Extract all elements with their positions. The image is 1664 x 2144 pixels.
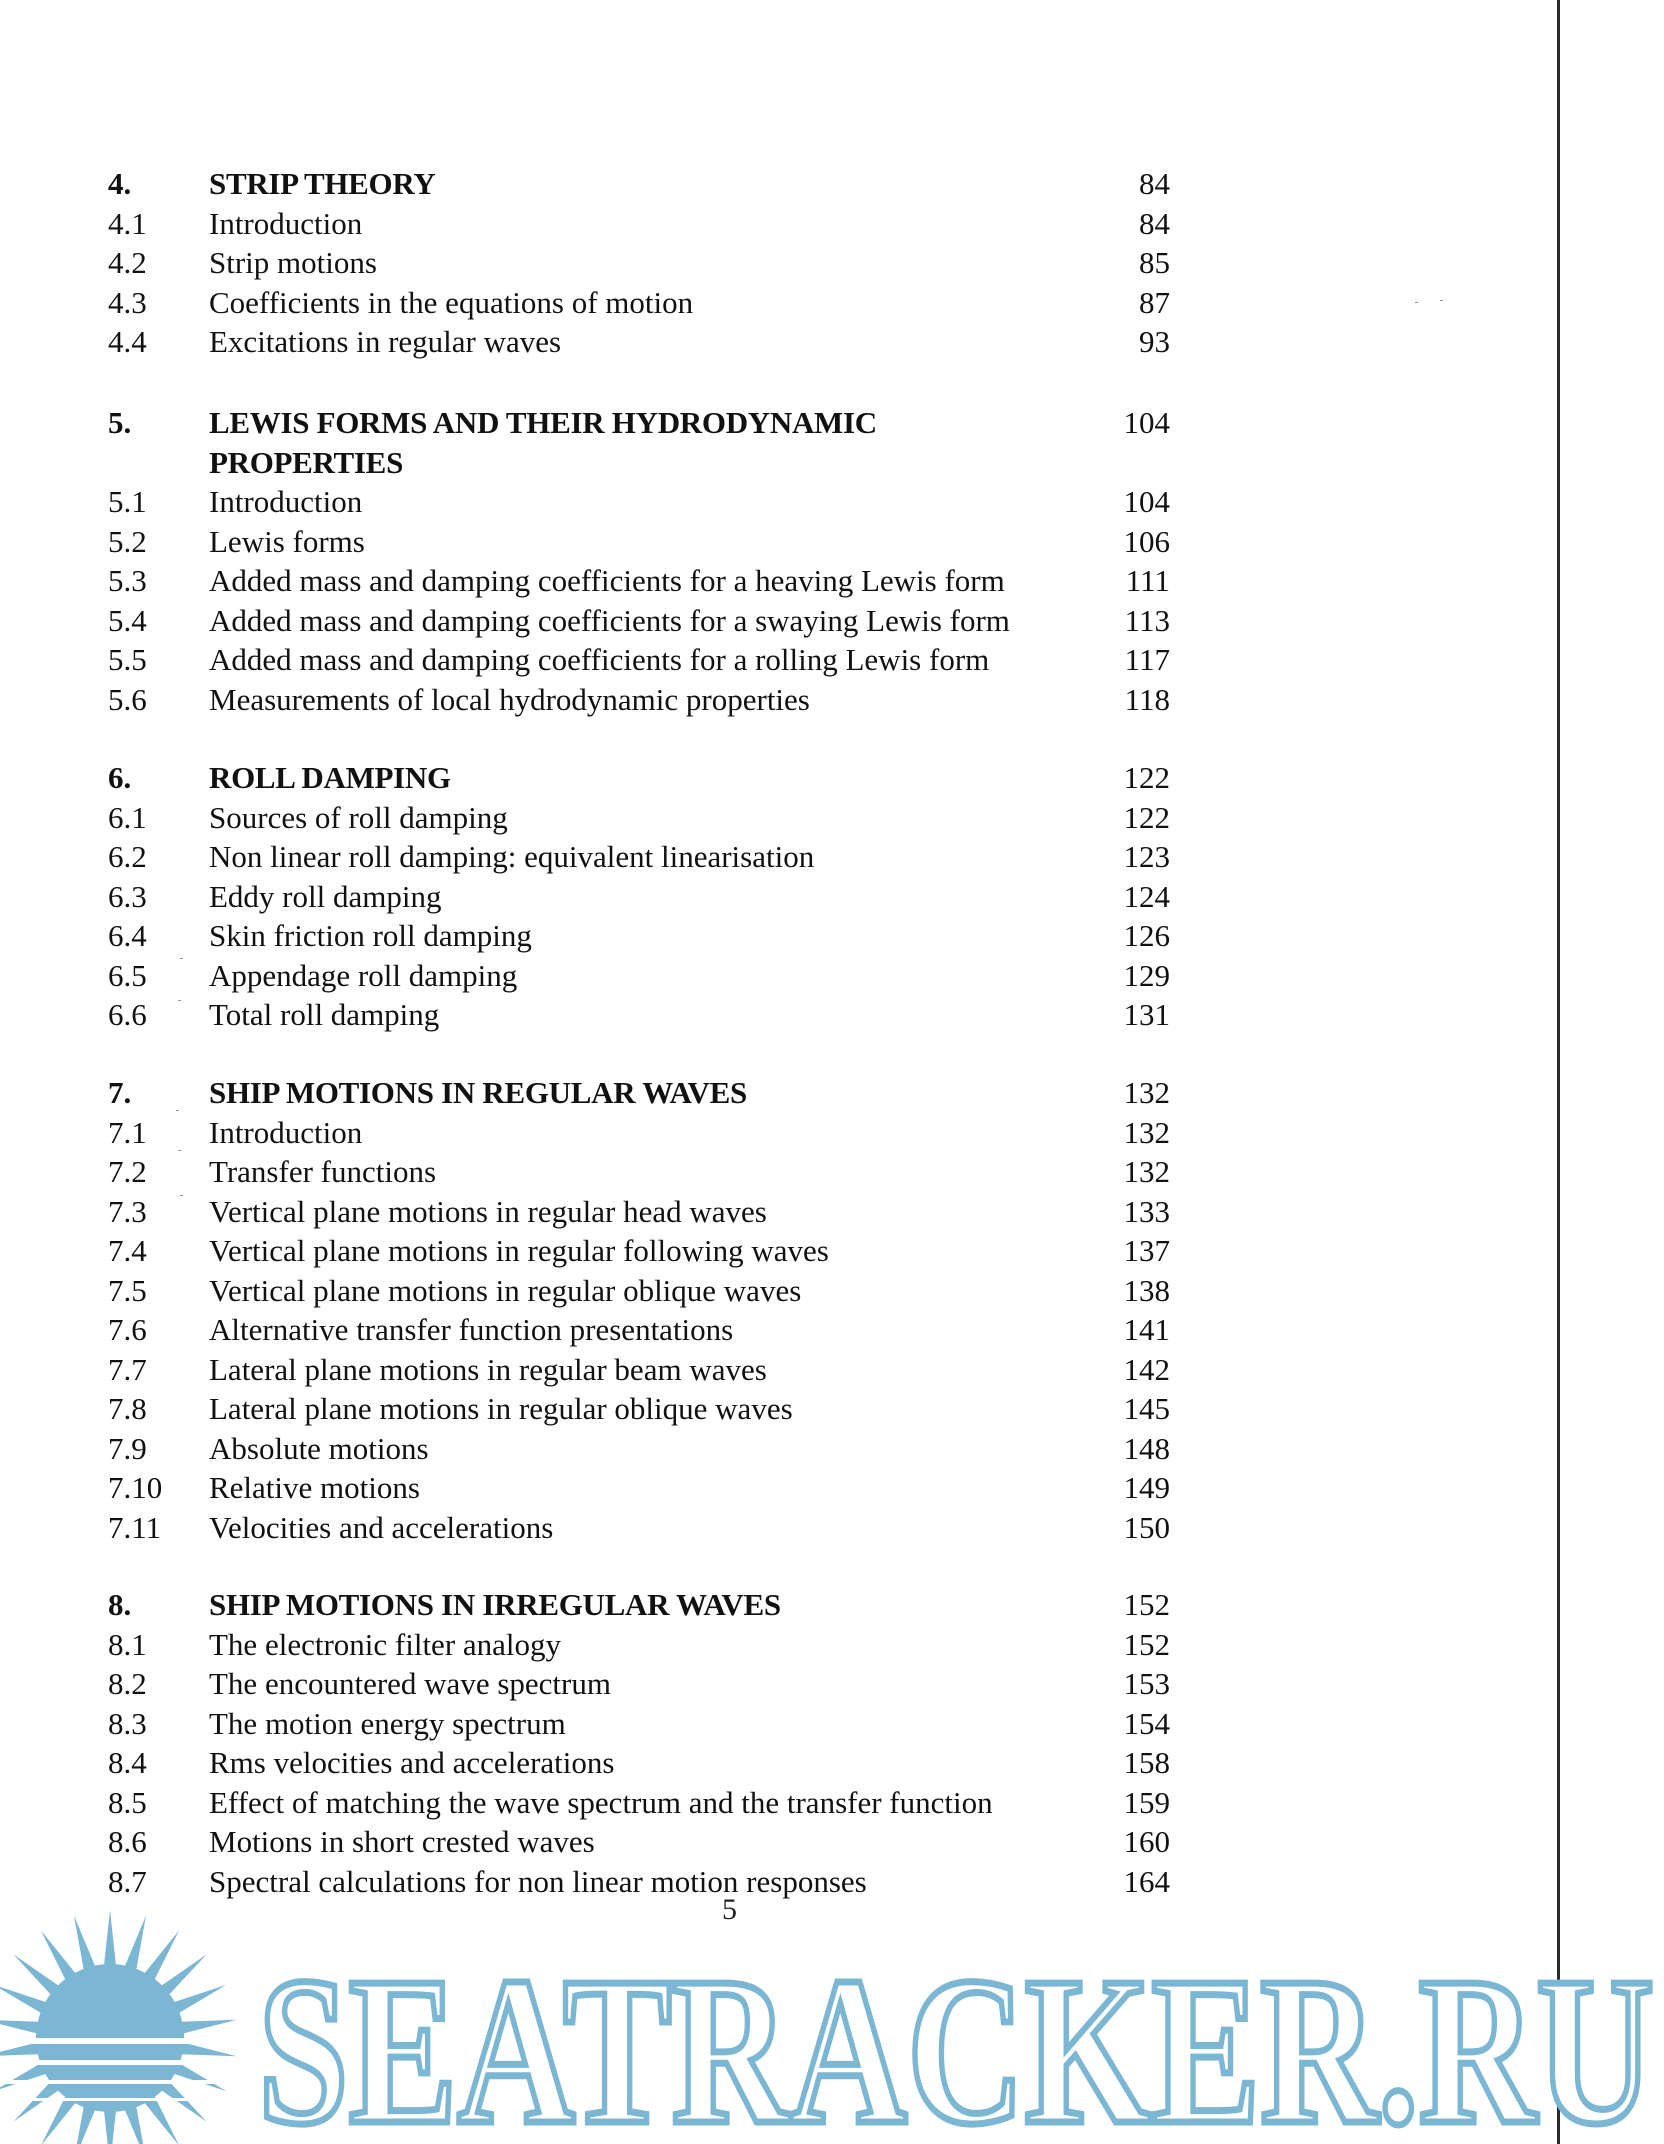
entry-title: Transfer functions [209,1154,437,1189]
sun-ray [171,1985,227,2015]
entry-title: Added mass and damping coefficients for a heaving Lewis form [209,563,1005,598]
entry-title: Non linear roll damping: equivalent linearisation [209,839,815,874]
section-number: 5. [108,405,132,440]
scan-speck [1415,302,1418,303]
toc-entry[interactable] [0,1625,1200,1665]
section-title: SHIP MOTIONS IN REGULAR WAVES [209,1075,747,1110]
entry-title: Absolute motions [209,1430,429,1466]
entry-page: 132 [1123,1154,1170,1189]
section-page: 132 [1123,1075,1170,1110]
entry-title: Introduction [209,484,363,519]
entry-number: 6.3 [108,878,147,914]
entry-number: 5.4 [108,602,147,638]
toc-entry[interactable] [0,322,1200,362]
section-title: LEWIS FORMS AND THEIR HYDRODYNAMIC [209,405,877,440]
toc-entry[interactable] [0,1743,1200,1783]
toc-entry[interactable] [0,1468,1200,1508]
toc-entry[interactable] [0,1192,1200,1232]
entry-page: 153 [1123,1666,1170,1701]
entry-page: 138 [1123,1272,1170,1308]
entry-title: Added mass and damping coefficients for a swaying Lewis form [209,602,1010,638]
toc-heading-continuation [0,443,1200,483]
scan-speck [176,1110,179,1111]
entry-title: Sources of roll damping [209,799,508,835]
entry-number: 7.11 [108,1509,162,1545]
entry-page: 93 [1139,324,1170,359]
toc-heading[interactable] [0,164,1200,204]
toc-entry[interactable] [0,680,1200,720]
entry-number: 8.7 [108,1863,147,1899]
entry-page: 150 [1123,1509,1170,1545]
entry-title: The motion energy spectrum [209,1705,566,1741]
toc-heading[interactable] [0,403,1200,443]
entry-page: 164 [1123,1863,1170,1899]
entry-page: 133 [1123,1193,1170,1229]
toc-heading[interactable] [0,1073,1200,1113]
entry-page: 152 [1123,1626,1170,1662]
entry-number: 8.3 [108,1705,147,1741]
toc-entry[interactable] [0,640,1200,680]
toc-entry[interactable] [0,1704,1200,1744]
entry-number: 5.5 [108,642,147,677]
entry-title: Motions in short crested waves [209,1824,595,1859]
entry-number: 8.1 [108,1626,147,1662]
toc-entry[interactable] [0,601,1200,641]
entry-page: 158 [1123,1745,1170,1780]
entry-title: Relative motions [209,1470,420,1505]
toc-entry[interactable] [0,1113,1200,1153]
entry-number: 7.2 [108,1154,147,1189]
entry-number: 7.8 [108,1391,147,1426]
entry-page: 160 [1123,1824,1170,1859]
entry-title: The encountered wave spectrum [209,1666,611,1701]
entry-number: 6.2 [108,839,147,874]
toc-entry[interactable] [0,1508,1200,1548]
entry-number: 5.2 [108,523,147,559]
entry-title: Excitations in regular waves [209,324,562,359]
entry-page: 145 [1123,1391,1170,1426]
sun-ray [171,2061,227,2091]
entry-page: 148 [1123,1430,1170,1466]
toc-entry[interactable] [0,1389,1200,1429]
entry-number: 8.2 [108,1666,147,1701]
entry-title: Lateral plane motions in regular oblique waves [209,1391,793,1426]
sun-ray [124,1915,147,1973]
entry-number: 7.5 [108,1272,147,1308]
entry-title: Measurements of local hydrodynamic properties [209,681,810,717]
entry-title: Introduction [209,1114,363,1150]
section-title: SHIP MOTIONS IN IRREGULAR WAVES [209,1587,781,1622]
toc-section-5 [0,403,1200,719]
section-page: 152 [1123,1587,1170,1622]
toc-entry[interactable] [0,561,1200,601]
entry-page: 154 [1123,1705,1170,1741]
toc-entry[interactable] [0,1862,1200,1902]
toc-entry[interactable] [0,1350,1200,1390]
entry-number: 7.9 [108,1430,147,1466]
entry-page: 122 [1123,799,1170,835]
toc-entry[interactable] [0,204,1200,244]
entry-title: Rms velocities and accelerations [209,1745,615,1780]
entry-number: 7.3 [108,1193,147,1229]
toc-entry[interactable] [0,1231,1200,1271]
toc-entry[interactable] [0,1271,1200,1311]
scan-speck [180,958,183,959]
section-title-continuation: PROPERTIES [209,444,404,480]
entry-number: 8.4 [108,1745,147,1780]
entry-page: 131 [1123,997,1170,1032]
entry-number: 8.6 [108,1824,147,1859]
toc-section-4 [0,164,1200,362]
toc-entry[interactable] [0,522,1200,562]
toc-entry[interactable] [0,877,1200,917]
entry-title: Spectral calculations for non linear motion responses [209,1863,867,1899]
entry-page: 129 [1123,957,1170,993]
watermark-text: SEATRACKER.RU [258,1933,1654,2144]
page-number: 5 [722,1893,737,1926]
toc-entry[interactable] [0,283,1200,323]
entry-number: 5.3 [108,563,147,598]
entry-title: Effect of matching the wave spectrum and the transfer function [209,1784,993,1820]
entry-title: Velocities and accelerations [209,1509,554,1545]
sun-ray [0,2020,42,2035]
entry-title: Lateral plane motions in regular beam waves [209,1351,767,1387]
entry-number: 4.1 [108,205,147,241]
toc-entry[interactable] [0,1429,1200,1469]
section-number: 7. [108,1075,132,1110]
entry-page: 126 [1123,918,1170,953]
section-page: 104 [1123,405,1170,440]
entry-number: 4.2 [108,245,147,280]
toc-entry[interactable] [0,956,1200,996]
toc-section-8 [0,1585,1200,1901]
sun-ray [104,1910,117,1968]
toc-entry[interactable] [0,1664,1200,1704]
scan-speck [178,1000,181,1001]
entry-page: 104 [1123,484,1170,519]
entry-number: 6.6 [108,997,147,1032]
section-page: 84 [1139,166,1170,201]
entry-page: 117 [1124,642,1170,677]
toc-entry[interactable] [0,798,1200,838]
scan-speck [1440,300,1443,301]
entry-title: Strip motions [209,245,377,280]
sun-icon [0,1910,260,2144]
toc-entry[interactable] [0,1152,1200,1192]
scan-speck [180,1195,183,1196]
entry-page: 84 [1139,205,1170,241]
entry-number: 4.3 [108,284,147,320]
section-number: 4. [108,166,132,201]
entry-title: Introduction [209,205,363,241]
sun-ray [104,2108,117,2144]
entry-title: Total roll damping [209,997,440,1032]
toc-entry[interactable] [0,837,1200,877]
entry-page: 137 [1123,1233,1170,1268]
entry-page: 141 [1123,1312,1170,1347]
toc-heading[interactable] [0,1585,1200,1625]
entry-title: Added mass and damping coefficients for a rolling Lewis form [209,642,990,677]
toc-entry[interactable] [0,1310,1200,1350]
scan-speck [178,1150,181,1151]
entry-number: 7.7 [108,1351,147,1387]
entry-title: Alternative transfer function presentations [209,1312,734,1347]
entry-title: The electronic filter analogy [209,1626,562,1662]
entry-page: 113 [1124,602,1170,638]
toc-heading[interactable] [0,758,1200,798]
entry-number: 5.1 [108,484,147,519]
section-number: 8. [108,1587,132,1622]
section-title: ROLL DAMPING [209,760,451,795]
sun-ray [178,2020,237,2035]
entry-page: 106 [1123,523,1170,559]
entry-page: 124 [1123,878,1170,914]
toc-entry[interactable] [0,916,1200,956]
toc-entry[interactable] [0,243,1200,283]
entry-title: Appendage roll damping [209,957,518,993]
entry-page: 87 [1139,284,1170,320]
entry-page: 159 [1123,1784,1170,1820]
entry-number: 5.6 [108,681,147,717]
entry-number: 6.5 [108,957,147,993]
entry-page: 111 [1125,563,1170,598]
entry-number: 7.4 [108,1233,147,1268]
toc-section-7 [0,1073,1200,1547]
entry-page: 149 [1123,1470,1170,1505]
watermark-logo [0,1910,1664,2144]
section-number: 6. [108,760,132,795]
entry-number: 7.6 [108,1312,147,1347]
entry-title: Skin friction roll damping [209,918,532,953]
entry-page: 118 [1124,681,1170,717]
entry-number: 8.5 [108,1784,147,1820]
toc-entry[interactable] [0,482,1200,522]
entry-number: 7.10 [108,1470,163,1505]
entry-number: 4.4 [108,324,147,359]
entry-page: 85 [1139,245,1170,280]
entry-number: 6.1 [108,799,147,835]
entry-number: 7.1 [108,1114,147,1150]
entry-page: 142 [1123,1351,1170,1387]
entry-title: Coefficients in the equations of motion [209,284,694,320]
entry-page: 132 [1123,1114,1170,1150]
toc-section-6 [0,758,1200,1035]
entry-title: Eddy roll damping [209,878,442,914]
entry-title: Vertical plane motions in regular head waves [209,1193,767,1229]
sun-ray [74,1915,97,1973]
entry-page: 123 [1123,839,1170,874]
toc-entry[interactable] [0,1822,1200,1862]
entry-title: Vertical plane motions in regular oblique waves [209,1272,802,1308]
section-page: 122 [1123,760,1170,795]
entry-title: Vertical plane motions in regular following waves [209,1233,829,1268]
section-title: STRIP THEORY [209,166,436,201]
entry-number: 6.4 [108,918,147,953]
toc-entry[interactable] [0,1783,1200,1823]
entry-title: Lewis forms [209,523,365,559]
